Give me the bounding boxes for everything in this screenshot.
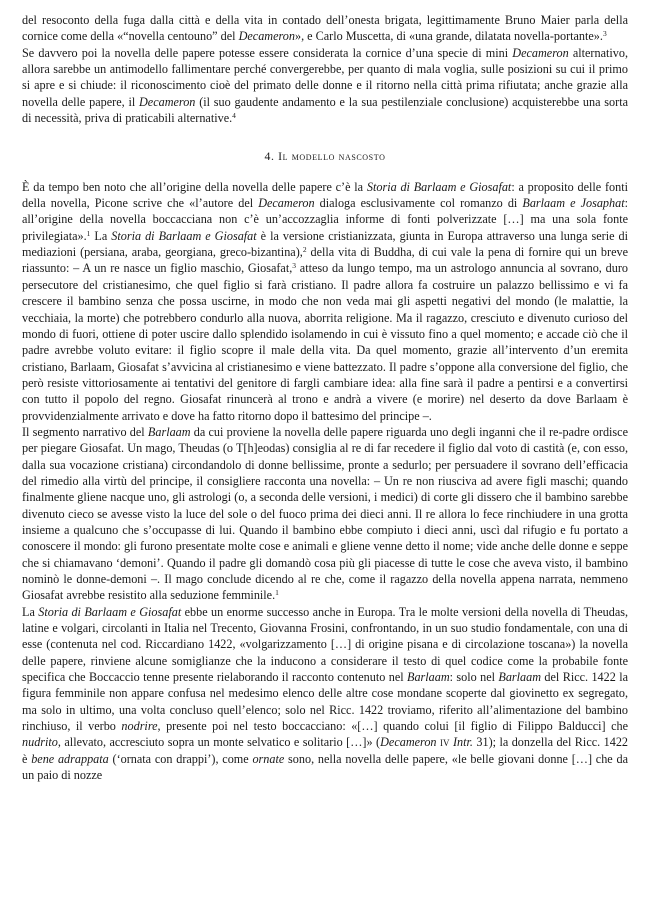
text-run: sono, nella novella delle papere, «le belle giovani donne […] che da un paio di nozze	[22, 751, 628, 783]
text-run: 31); la donzella del Ricc. 1422 è	[22, 735, 629, 766]
italic-text: bene adrappata	[31, 751, 109, 766]
text-run: , presente poi nel testo boccacciano: «[…] quando colui [il figlio di Filippo Balducci] che	[157, 719, 628, 734]
text-run: La	[90, 228, 112, 243]
text-run: , allevato, accresciuto sopra un monte selvatico e solitario […]» (	[57, 735, 381, 750]
italic-text: nudrito	[22, 735, 58, 750]
text-run: è la versione cristianizzata, giunta in Europa attraverso una lunga serie di mediazioni (persiana, araba, georgiana, greco-bizantina),	[22, 228, 629, 260]
footnote-ref: 3	[292, 261, 297, 271]
italic-text: Decameron	[139, 94, 196, 109]
paragraph-3	[22, 179, 628, 424]
italic-text: Barlaam	[498, 670, 542, 685]
text-run: : a proposito delle fonti della novella, Picone scrive che «l’autore del	[22, 179, 628, 211]
italic-text: nodrire	[121, 719, 158, 734]
italic-text: Barlaam	[147, 424, 191, 439]
footnote-ref: 4	[232, 111, 236, 121]
paragraph-5	[22, 604, 628, 784]
italic-text: Decameron	[238, 29, 295, 44]
text-run: La	[22, 604, 39, 619]
italic-text: Intr.	[452, 735, 473, 750]
text-run: della vita di Buddha, di cui vale la pena di fornire qui un breve riassunto: – A un re nasce un figlio maschio, Giosafat,	[22, 245, 628, 276]
text-run: del Ricc. 1422 la figura femminile non appare confusa nel medesimo elenco delle altre cose mondane scoperte dal giovinetto ex segregato, ma solo in ultimo, una volta concluso quell’elenco; solo nel Ricc. 1422 troviamo, riferito all’alimentazione del bambino rinchiuso, il verbo	[22, 670, 628, 734]
italic-text: Barlaam	[407, 670, 450, 685]
footnote-ref: 3	[602, 29, 607, 39]
page-body	[22, 12, 628, 783]
text-run: », e Carlo Muscetta, di «una grande, dilatata novella-portante».	[294, 29, 603, 44]
text-run: da cui proviene la novella delle papere riguarda uno degli inganni che il re-padre ordisce per piegare Giosafat. Un mago, Theudas (o T[h]eodas) consiglia al re di far recedere il figlio dal voto di castità (e, con esso, dalla sua vocazione cristiana) circondandolo di donne bellissime, pronte a sedurlo; per persuadere il sovrano dell’efficacia del rimedio alla virtù del principe, il consigliere racconta una novella: – Un re non riusciva ad avere figli maschi; quando finalmente gliene nacque uno, gli astrologi (o, a seconda delle versioni, i medici) di corte gli dissero che il bambino sarebbe divenuto cieco se avesse visto la luce del sole o del fuoco prima dei dieci anni. Il re allora lo fece rinchiudere in una grotta insieme a qualcuno che s’occupasse di lui. Quando il bambino ebbe compiuto i dieci anni, uscì dal rifugio e fu portato a conoscere il mondo: gli furono presentate molte cose e animali e gliene venne detto il nome; vide anche delle donne e seppe che si chiamavano ‘demoni’. Quando il padre gli domandò cosa più gli piacesse di tutte le cose che aveva visto, il bambino nominò le donne-demoni –. Il mago conclude dicendo al re che, come il ragazzo della novella appena narrata, nemmeno Giosafat avrebbe resistito alla seduzione femminile.	[22, 424, 628, 603]
text-run: ebbe un enorme successo anche in Europa. Tra le molte versioni della novella di Theudas, latine e volgari, circolanti in Italia nel Trecento, Giovanna Frosini, confrontando, in un suo studio fondamentale, con una di esse (contenuta nel cod. Riccardiano 1422, «volgarizzamento […] di origine pisana e di circolazione toscana») la novella delle papere, rinviene alcune somiglianze che la inducono a considerare il testo di quel codice come la probabile fonte specifica che Boccaccio tenne presente rielaborando il racconto contenuto nel	[22, 604, 629, 685]
smallcaps-text: iv	[436, 735, 453, 750]
paragraph-1	[22, 12, 628, 45]
italic-text: ornate	[252, 751, 285, 766]
text-run: atteso da lungo tempo, ma un astrologo annuncia al sovrano, duro persecutore del cristianesimo, che quel figlio si farà cristiano. Il padre allora fa costruire un palazzo bellissimo e vi fa crescere il bambino senza che possa uscirne, in modo che non veda mai gli aspetti negativi del mondo (le malattie, la vecchiaia, la morte) che potrebbero condurlo alla nuova, aborrita religione. Ma il ragazzo, cresciuto e divenuto curioso del mondo di fuori, ottiene di poter uscire dallo splendido isolamendo in cui è vissuto fino a quel momento; e accade ciò che il padre avrebbe voluto evitare: il figlio scopre il male della vita. Da quel momento, grazie all’intervento d’un eremita cristiano, Barlaam, Giosafat s’avvicina al cristianesimo e viene battezzato. Il padre s’oppone alla conversione del figlio, che però resiste vittoriosamente ai tentativi del genitore di fargli cambiare idea: alla fine sarà il padre a pentirsi e a convertirsi con tutto il popolo del regno. Giosafat rinuncerà al trono e andrà a vivere (e morire) nel deserto da dove Barlaam è provvidenzialmente arrivato e dove ha fatto ritorno dopo il battesimo del principe –.	[22, 261, 628, 423]
text-run: È da tempo ben noto che all’origine della novella delle papere c’è la	[22, 179, 367, 194]
italic-text: Barlaam e Josaphat	[522, 196, 625, 211]
text-run: : all’origine della novella boccacciana non c’è un’accozzaglia informe di fonti polverizzate […] ma una sola fonte privilegiata».	[22, 196, 628, 243]
text-run: dialoga esclusivamente col romanzo di	[314, 196, 523, 211]
footnote-ref: 1	[275, 588, 279, 598]
italic-text: Decameron	[380, 735, 437, 750]
italic-text: Decameron	[258, 196, 315, 211]
italic-text: Storia di Barlaam e Giosafat	[38, 604, 182, 619]
italic-text: Decameron	[512, 45, 569, 60]
section-heading: 4. Il modello nascosto	[264, 149, 386, 164]
text-run: Se davvero poi la novella delle papere potesse essere considerata la cornice d’una specie di mini	[22, 45, 513, 60]
text-run: (‘ornata con drappi’), come	[108, 751, 253, 766]
text-run: del resoconto della fuga dalla città e della vita in contado dell’onesta brigata, legittimamente Bruno Maier parla della cornice come della «“novella centouno” del	[22, 13, 628, 44]
text-run: alternativo, allora sarebbe un antimodello fallimentare perché convergerebbe, per quanto di mala voglia, sulle posizioni su cui il primo si apre e si chiude: il riconoscimento cioè del primato delle donne e il ritorno nella città prima rifiutata; anche grazie alla novella delle papere, il	[22, 45, 628, 109]
footnote-ref: 2	[302, 245, 307, 255]
text-run: Il segmento narrativo del	[22, 424, 148, 439]
paragraph-2	[22, 45, 628, 127]
paragraph-4	[22, 424, 628, 604]
italic-text: Storia di Barlaam e Giosafat	[366, 179, 512, 194]
italic-text: Storia di Barlaam e Giosafat	[111, 228, 257, 243]
text-run: : solo nel	[449, 670, 499, 685]
text-run: (il suo gaudente andamento e la sua pestilenziale conclusione) acquisterebbe una sorta di necessità, priva di praticabili alternative.	[22, 94, 628, 126]
footnote-ref: 1	[86, 228, 91, 238]
